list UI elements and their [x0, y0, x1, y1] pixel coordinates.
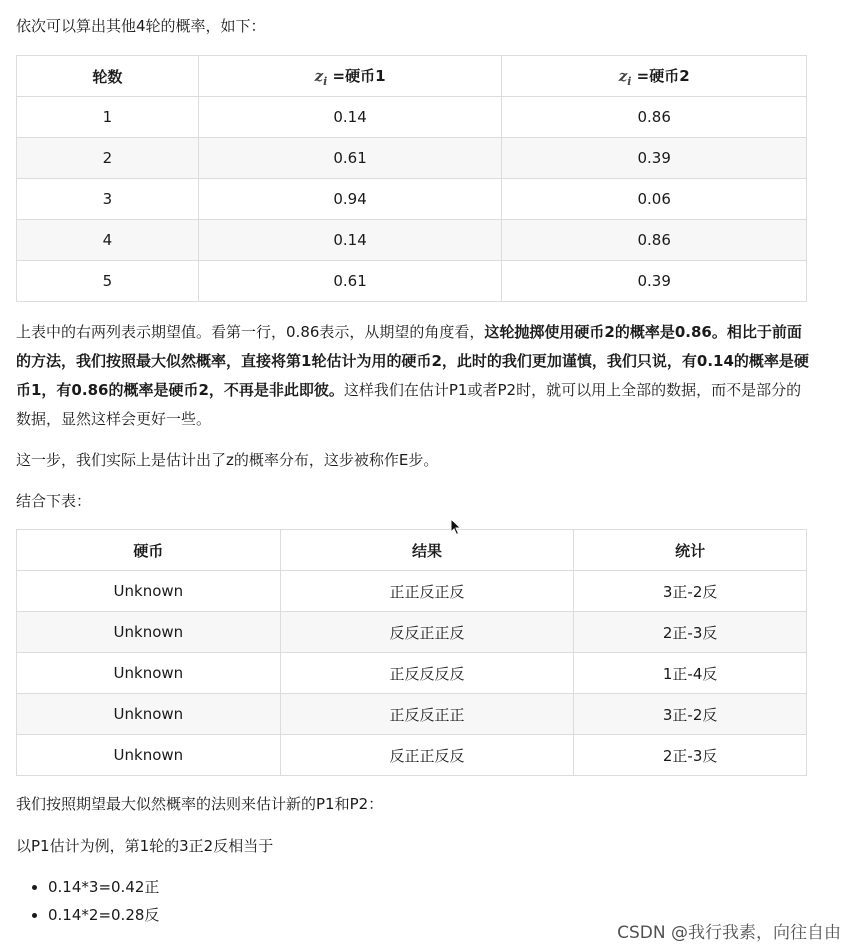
table-row: [17, 612, 807, 653]
table-row: [17, 653, 807, 694]
cell-round: 3: [17, 179, 199, 220]
cell-result: 反正正反反: [280, 735, 574, 776]
cell-coin2: 0.39: [502, 261, 807, 302]
cell-result: 正正反正反: [280, 571, 574, 612]
header-coin2: $z_i$ =硬币2: [502, 56, 807, 97]
cell-coin1: 0.94: [198, 179, 502, 220]
explanation-paragraph: 上表中的右两列表示期望值。看第一行，0.86表示，从期望的角度看，这轮抛掷使用硬币2的概率是0.86。相比于前面的方法，我们按照最大似然概率，直接将第1轮估计为用的硬币2，此时的我们更加谨慎，我们只说，有0.14的概率是硬币1，有0.86的概率是硬币2，不再是非此即彼。这样我们在估计P1或者P2时，就可以用上全部的数据，而不是部分的数据，显然这样会更好一些。: [16, 323, 809, 428]
cell-coin2: 0.06: [502, 179, 807, 220]
table-row: [17, 138, 807, 179]
cell-result: 反反正正反: [280, 612, 574, 653]
cell-coin: Unknown: [17, 735, 281, 776]
cell-round: 1: [17, 97, 199, 138]
e-step-paragraph: 这一步，我们实际上是估计出了z的概率分布，这步被称作E步。: [16, 451, 439, 469]
list-item: • 0.14*2=0.28反: [48, 901, 159, 929]
cell-coin: Unknown: [17, 571, 281, 612]
table-row: [17, 220, 807, 261]
table-header-row: [17, 530, 807, 571]
cell-round: 2: [17, 138, 199, 179]
cell-coin1: 0.14: [198, 97, 502, 138]
math-z: $z_i$: [314, 66, 328, 88]
bold-emphasis: 这轮抛掷使用硬币2的概率是0.86。相比于前面的方法，我们按照最大似然概率，直接将第1轮估计为用的硬币2，此时的我们更加谨慎，我们只说，有0.14的概率是硬币1，有0.86的概率是硬币2，不再是非此即彼。: [16, 323, 809, 399]
table-header-row: [17, 56, 807, 97]
intro-text: 依次可以算出其他4轮的概率，如下：: [16, 17, 266, 35]
list-item: • 0.14*3=0.42正: [48, 873, 159, 901]
cell-coin1: 0.61: [198, 138, 502, 179]
cell-coin: Unknown: [17, 694, 281, 735]
table-row: [17, 735, 807, 776]
header-round: 轮数: [17, 56, 199, 97]
cell-coin2: 0.86: [502, 97, 807, 138]
cell-coin1: 0.61: [198, 261, 502, 302]
table-row: [17, 261, 807, 302]
header-stats: 统计: [574, 530, 807, 571]
cell-coin2: 0.39: [502, 138, 807, 179]
csdn-watermark: CSDN @我行我素，向往自由: [617, 923, 841, 943]
estimate-paragraph: 我们按照期望最大似然概率的法则来估计新的P1和P2：: [16, 795, 384, 813]
cell-result: 正反反反反: [280, 653, 574, 694]
coin-results-table: [16, 529, 807, 776]
cell-coin: Unknown: [17, 653, 281, 694]
math-z: $z_i$: [618, 66, 632, 88]
cell-stats: 2正-3反: [574, 612, 807, 653]
cell-round: 4: [17, 220, 199, 261]
cell-stats: 3正-2反: [574, 694, 807, 735]
example-paragraph: 以P1估计为例，第1轮的3正2反相当于: [16, 837, 274, 855]
table-row: [17, 179, 807, 220]
cell-stats: 3正-2反: [574, 571, 807, 612]
header-result: 结果: [280, 530, 574, 571]
cell-coin: Unknown: [17, 612, 281, 653]
cell-stats: 2正-3反: [574, 735, 807, 776]
cell-result: 正反反正正: [280, 694, 574, 735]
header-coin1: $z_i$ =硬币1: [198, 56, 502, 97]
mouse-pointer-icon: [450, 518, 462, 536]
header-coin: 硬币: [17, 530, 281, 571]
table-row: [17, 694, 807, 735]
cell-stats: 1正-4反: [574, 653, 807, 694]
coin-probability-table: [16, 55, 807, 302]
table-row: [17, 571, 807, 612]
table-row: [17, 97, 807, 138]
combine-table-label: 结合下表：: [16, 492, 92, 510]
cell-coin2: 0.86: [502, 220, 807, 261]
cell-round: 5: [17, 261, 199, 302]
calculation-list: [16, 873, 159, 929]
cell-coin1: 0.14: [198, 220, 502, 261]
